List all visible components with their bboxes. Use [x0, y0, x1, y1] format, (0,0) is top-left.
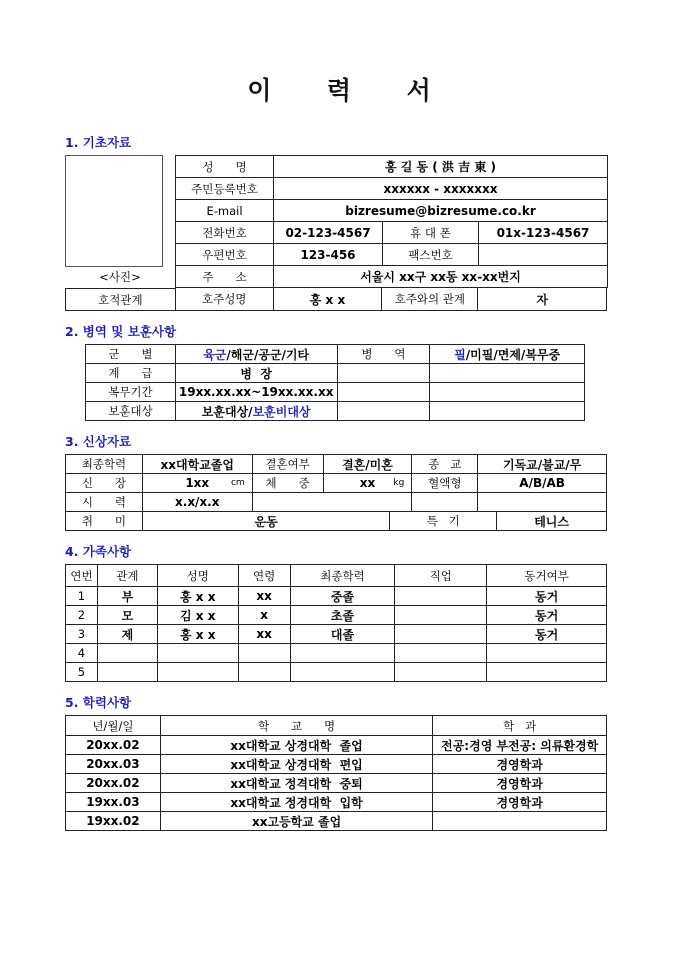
blood-type-label: 혈액형	[412, 474, 478, 493]
empty-cell	[338, 364, 431, 383]
zip-value: 123-456	[274, 244, 383, 266]
branch-label: 군 별	[86, 345, 176, 364]
family-cell-relation: 부	[98, 587, 158, 606]
weight-unit: kg	[393, 478, 405, 488]
military-table	[85, 344, 585, 421]
blood-type-value: A/B/AB	[478, 474, 607, 493]
address-label: 주 소	[176, 266, 274, 288]
address-value: 서울시 xx구 xx동 xx-xx번지	[274, 266, 608, 288]
fax-value	[479, 244, 608, 266]
final-education-label: 최종학력	[66, 455, 143, 474]
register-label: 호적관계	[66, 288, 176, 311]
table-row	[176, 222, 608, 244]
family-cell-name	[158, 644, 239, 663]
family-cell-education: 대졸	[291, 625, 396, 644]
family-cell-relation: 제	[98, 625, 158, 644]
family-cell-age: xx	[239, 625, 291, 644]
vision-label: 시 력	[66, 493, 143, 512]
education-cell-major	[433, 812, 607, 831]
table-row	[176, 200, 608, 222]
service-value-rest: /미필/면제/복무중	[465, 347, 561, 362]
section-heading-military: 2. 병역 및 보훈사항	[65, 324, 177, 339]
photo-placeholder	[65, 155, 163, 267]
email-label: E-mail	[176, 200, 274, 222]
empty-cell	[253, 493, 413, 512]
final-education-value: xx대학교졸업	[143, 455, 253, 474]
family-row	[66, 663, 607, 682]
education-row	[66, 774, 607, 793]
family-cell-cohabit: 동거	[487, 625, 607, 644]
education-table	[65, 715, 607, 831]
table-row	[176, 178, 608, 200]
family-row	[66, 625, 607, 644]
family-cell-name	[158, 663, 239, 682]
head-name-label: 호주성명	[176, 288, 274, 311]
column-header: 관계	[98, 565, 158, 587]
weight-value	[324, 474, 413, 493]
family-cell-index: 2	[66, 606, 98, 625]
mobile-label: 휴 대 폰	[383, 222, 479, 244]
period-label: 복무기간	[86, 383, 176, 402]
table-row	[66, 455, 607, 474]
family-cell-cohabit: 동거	[487, 587, 607, 606]
document-title: 이 력 서	[247, 76, 433, 105]
table-row	[86, 383, 585, 402]
height-label: 신 장	[66, 474, 143, 493]
section-heading-education: 5. 학력사항	[65, 695, 132, 710]
empty-cell	[430, 383, 585, 402]
family-cell-job	[395, 625, 487, 644]
veteran-value-highlight: 보훈비대상	[252, 404, 311, 419]
empty-cell	[412, 493, 478, 512]
family-cell-age	[239, 644, 291, 663]
education-cell-date: 20xx.03	[66, 755, 161, 774]
family-cell-job	[395, 587, 487, 606]
education-row	[66, 793, 607, 812]
column-header: 연번	[66, 565, 98, 587]
zip-label: 우편번호	[176, 244, 274, 266]
column-header: 최종학력	[291, 565, 396, 587]
branch-value	[176, 345, 338, 364]
education-row	[66, 736, 607, 755]
religion-label: 종 교	[412, 455, 478, 474]
branch-value-rest: /해군/공군/기타	[226, 347, 310, 362]
rank-value: 병 장	[176, 364, 338, 383]
family-cell-name: 홍 x x	[158, 587, 239, 606]
document-content	[0, 133, 680, 831]
table-row	[66, 474, 607, 493]
family-cell-relation	[98, 663, 158, 682]
family-cell-age	[239, 663, 291, 682]
family-cell-education: 중졸	[291, 587, 396, 606]
family-row	[66, 587, 607, 606]
family-cell-cohabit	[487, 663, 607, 682]
height-value	[143, 474, 253, 493]
table-row	[66, 512, 607, 531]
photo-column	[65, 155, 175, 288]
basic-info-table	[65, 155, 680, 288]
rank-label: 계 급	[86, 364, 176, 383]
family-cell-education: 초졸	[291, 606, 396, 625]
personal-table	[65, 454, 607, 531]
vision-value: x.x/x.x	[143, 493, 253, 512]
column-header: 학 교 명	[161, 716, 434, 736]
education-cell-date: 20xx.02	[66, 774, 161, 793]
column-header: 성명	[158, 565, 239, 587]
table-row	[86, 345, 585, 364]
education-cell-school: xx대학교 상경대학 졸업	[161, 736, 434, 755]
religion-value: 기독교/불교/무	[478, 455, 607, 474]
family-cell-index: 1	[66, 587, 98, 606]
veteran-value-black: 보훈대상/	[201, 404, 253, 419]
service-value	[430, 345, 585, 364]
hobby-value: 운동	[143, 512, 391, 531]
weight-number: xx	[359, 476, 376, 490]
education-cell-date: 20xx.02	[66, 736, 161, 755]
weight-label: 체 중	[253, 474, 324, 493]
resident-id-label: 주민등록번호	[176, 178, 274, 200]
family-cell-education	[291, 663, 396, 682]
marriage-label: 결혼여부	[253, 455, 324, 474]
education-row	[66, 755, 607, 774]
head-relation-value: 자	[478, 288, 607, 311]
family-cell-cohabit	[487, 644, 607, 663]
head-name-value: 홍 x x	[274, 288, 383, 311]
veteran-value	[176, 402, 338, 421]
column-header: 동거여부	[487, 565, 607, 587]
veteran-label: 보훈대상	[86, 402, 176, 421]
family-cell-education	[291, 644, 396, 663]
family-cell-index: 4	[66, 644, 98, 663]
empty-cell	[430, 402, 585, 421]
service-label: 병 역	[338, 345, 431, 364]
column-header: 연령	[239, 565, 291, 587]
branch-value-highlight: 육군	[203, 347, 227, 362]
empty-cell	[338, 383, 431, 402]
family-cell-job	[395, 606, 487, 625]
family-header-row	[66, 565, 607, 587]
education-cell-major: 경영학과	[433, 755, 607, 774]
mobile-value: 01x-123-4567	[479, 222, 608, 244]
education-cell-school: xx대학교 정경대학 입학	[161, 793, 434, 812]
basic-right-table	[175, 155, 608, 288]
fax-label: 팩스번호	[383, 244, 479, 266]
education-row	[66, 812, 607, 831]
resident-id-value: xxxxxx - xxxxxxx	[274, 178, 608, 200]
table-row	[66, 288, 607, 311]
table-row	[176, 156, 608, 178]
photo-caption: <사진>	[99, 270, 141, 284]
empty-cell	[430, 364, 585, 383]
table-row	[176, 244, 608, 266]
education-cell-school: xx대학교 정격대학 중퇴	[161, 774, 434, 793]
name-value: 홍 길 동 ( 洪 吉 東 )	[274, 156, 608, 178]
family-row	[66, 606, 607, 625]
email-value: bizresume@bizresume.co.kr	[274, 200, 608, 222]
hobby-label: 취 미	[66, 512, 143, 531]
family-cell-job	[395, 644, 487, 663]
family-cell-index: 5	[66, 663, 98, 682]
height-unit: cm	[230, 478, 245, 488]
family-cell-age: x	[239, 606, 291, 625]
education-cell-date: 19xx.02	[66, 812, 161, 831]
family-row	[66, 644, 607, 663]
family-register-row	[65, 288, 607, 311]
education-cell-school: xx대학교 상경대학 편입	[161, 755, 434, 774]
family-cell-age: xx	[239, 587, 291, 606]
specialty-value: 테니스	[497, 512, 607, 531]
empty-cell	[478, 493, 607, 512]
education-cell-major: 경영학과	[433, 793, 607, 812]
specialty-label: 특 기	[390, 512, 497, 531]
marriage-value: 결혼/미혼	[324, 455, 413, 474]
period-value: 19xx.xx.xx~19xx.xx.xx	[176, 383, 338, 402]
empty-cell	[338, 402, 431, 421]
name-label: 성 명	[176, 156, 274, 178]
head-relation-label: 호주와의 관계	[382, 288, 478, 311]
family-cell-relation	[98, 644, 158, 663]
family-cell-cohabit: 동거	[487, 606, 607, 625]
table-row	[176, 266, 608, 288]
family-cell-index: 3	[66, 625, 98, 644]
phone-value: 02-123-4567	[274, 222, 383, 244]
education-cell-school: xx고등학교 졸업	[161, 812, 434, 831]
family-cell-relation: 모	[98, 606, 158, 625]
education-cell-date: 19xx.03	[66, 793, 161, 812]
section-heading-basic: 1. 기초자료	[65, 135, 132, 150]
table-row	[86, 364, 585, 383]
family-cell-name: 김 x x	[158, 606, 239, 625]
family-table	[65, 564, 607, 682]
column-header: 직업	[395, 565, 487, 587]
family-cell-name: 홍 x x	[158, 625, 239, 644]
family-cell-job	[395, 663, 487, 682]
section-heading-personal: 3. 신상자료	[65, 434, 132, 449]
column-header: 년/월/일	[66, 716, 161, 736]
section-heading-family: 4. 가족사항	[65, 544, 132, 559]
education-cell-major: 전공:경영 부전공: 의류환경학	[433, 736, 607, 755]
height-number: 1xx	[185, 476, 210, 490]
table-row	[66, 493, 607, 512]
table-row	[86, 402, 585, 421]
column-header: 학 과	[433, 716, 607, 736]
service-value-highlight: 필	[454, 347, 466, 362]
phone-label: 전화번호	[176, 222, 274, 244]
education-cell-major: 경영학과	[433, 774, 607, 793]
education-header-row	[66, 716, 607, 736]
